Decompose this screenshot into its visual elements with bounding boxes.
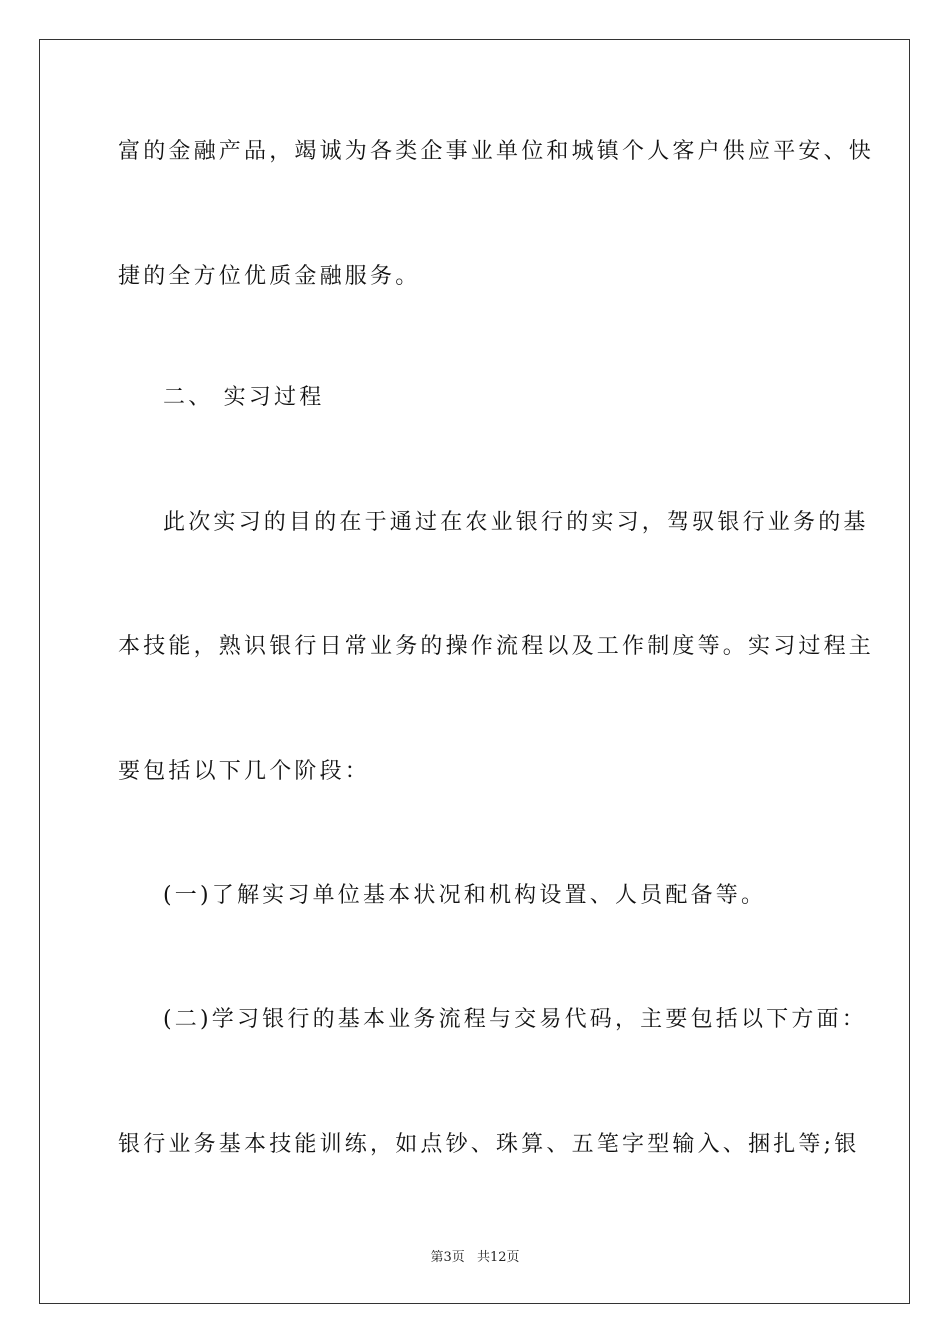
page-border (39, 39, 910, 1304)
body-text-line: 银行业务基本技能训练，如点钞、珠算、五笔字型输入、捆扎等;银 (118, 1132, 860, 1157)
list-item: (一)了解实习单位基本状况和机构设置、人员配备等。 (163, 883, 767, 908)
body-text-line: 此次实习的目的在于通过在农业银行的实习，驾驭银行业务的基 (163, 510, 869, 535)
body-text-line: 要包括以下几个阶段： (118, 759, 371, 784)
page-footer (0, 1246, 950, 1265)
body-text-line: 本技能，熟识银行日常业务的操作流程以及工作制度等。实习过程主 (118, 634, 875, 659)
section-heading: 二、 实习过程 (163, 385, 325, 410)
body-text-line: 捷的全方位优质金融服务。 (118, 264, 421, 289)
list-item: (二)学习银行的基本业务流程与交易代码，主要包括以下方面： (163, 1007, 867, 1032)
page-total: 共12页 (476, 1250, 520, 1265)
body-text-line: 富的金融产品，竭诚为各类企事业单位和城镇个人客户供应平安、快 (118, 139, 875, 164)
page-number: 第3页 (430, 1250, 465, 1265)
